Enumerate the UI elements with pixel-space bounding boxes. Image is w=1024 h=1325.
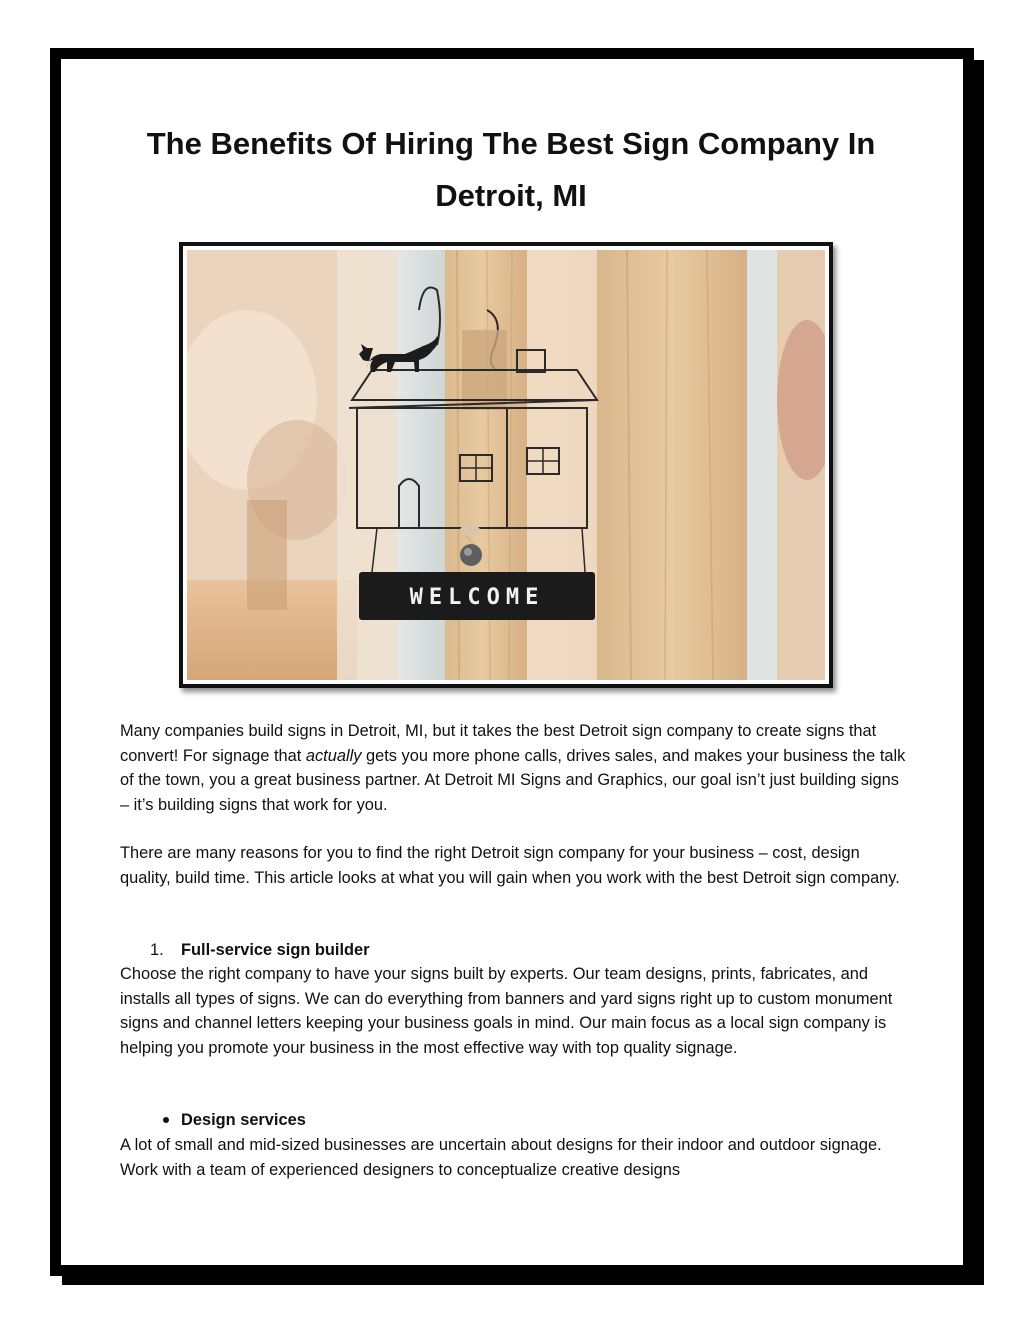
section-heading-text: Full-service sign builder: [181, 941, 370, 959]
list-number: 1.: [150, 941, 164, 959]
section-heading-full-service: [120, 938, 910, 963]
page-title: The Benefits Of Hiring The Best Sign Company In Detroit, MI: [146, 126, 876, 213]
bullet-icon: [163, 1117, 169, 1123]
full-service-paragraph: Choose the right company to have your signs built by experts. Our team designs, prints, fabricates, and installs all types of signs. We can do everything from banners and yard signs right up to custom monument signs and channel letters keeping your business goals in mind. Our main focus as a local sign company is helping you promote your business in the most effective way with top quality signage.: [120, 965, 893, 1057]
intro-text-part1: Many companies build signs in Detroit, MI, but it takes the best Detroit sign company to create signs that convert! For signage that: [120, 722, 877, 765]
intro-emphasis: actually: [305, 746, 362, 765]
welcome-plaque-text: WELCOME: [409, 585, 545, 610]
welcome-sign-photo: [187, 250, 825, 680]
welcome-sign-illustration: [187, 250, 825, 680]
design-services-paragraph: A lot of small and mid-sized businesses are uncertain about designs for their indoor and outdoor signage. Work with a team of experienced designers to conceptualize creative designs: [120, 1136, 882, 1179]
article-photo: [179, 242, 833, 688]
reasons-paragraph: There are many reasons for you to find the right Detroit sign company for your business – cost, design quality, build time. This article looks at what you will gain when you work with the best Detroit sign company.: [120, 844, 900, 887]
section-heading-design-services: [120, 1108, 910, 1133]
intro-paragraph: [120, 719, 910, 817]
section-heading-text: Design services: [181, 1111, 306, 1129]
intro-text-part2: gets you more phone calls, drives sales, and makes your business the talk of the town, you a great business partner. At Detroit MI Signs and Graphics, our goal isn’t just building signs – it’s building signs that work for you.: [120, 746, 906, 814]
